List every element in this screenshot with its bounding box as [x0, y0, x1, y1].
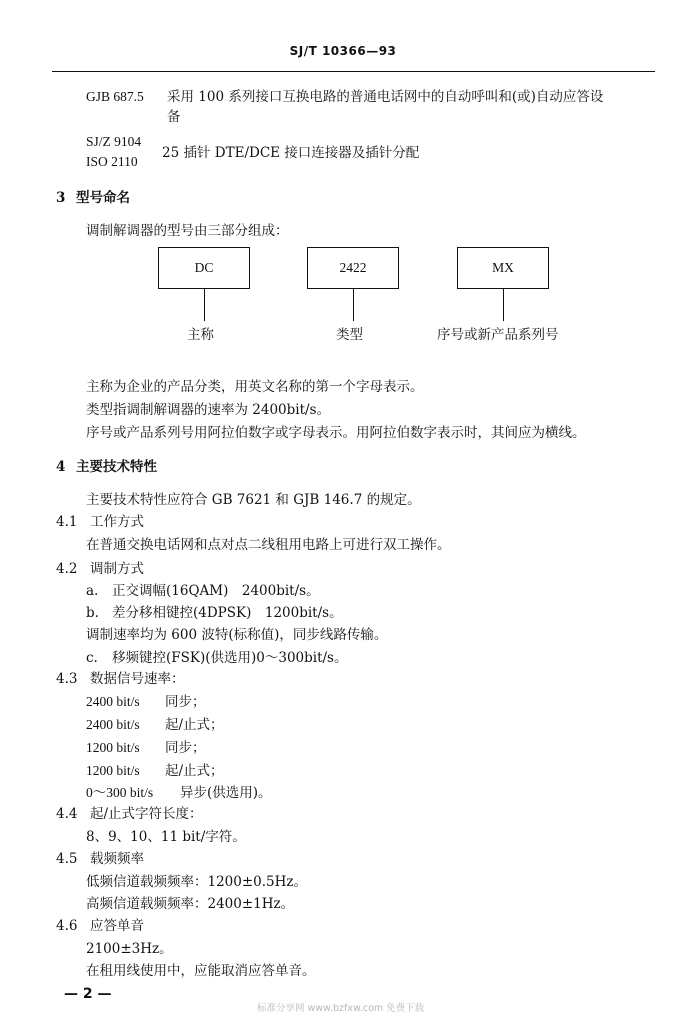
s4-2-number: 4.2 [56, 561, 78, 577]
model-box-dc: DC [158, 247, 250, 289]
rate-row-5-mode: 异步(供选用)。 [180, 785, 272, 801]
model-label-main: 主称 [187, 327, 214, 343]
ref-text-gjb-line2: 备 [167, 109, 181, 125]
section3-title: 型号命名 [76, 190, 130, 206]
model-box-type: 2422 [307, 247, 399, 289]
rate-row-3-mode: 同步； [165, 740, 206, 756]
s4-2-item-a-mark: a. [86, 583, 99, 599]
rate-row-1-mode: 同步； [165, 694, 206, 710]
s4-2-item-c-mark: c. [86, 650, 98, 666]
connector-line-3 [503, 289, 504, 321]
s4-6-title: 应答单音 [90, 918, 144, 934]
model-box-series: MX [457, 247, 549, 289]
s4-3-title: 数据信号速率： [90, 671, 185, 687]
s4-2-note: 调制速率均为 600 波特(标称值)，同步线路传输。 [86, 627, 388, 643]
ref-code-gjb: GJB 687.5 [86, 89, 144, 104]
model-label-series: 序号或新产品系列号 [437, 327, 559, 343]
ref-code-sjz: SJ/Z 9104 [86, 134, 142, 149]
s4-1-number: 4.1 [56, 514, 78, 530]
page-header: SJ/T 10366—93 [289, 44, 397, 58]
rate-row-2-mode: 起/止式； [165, 717, 224, 733]
s4-1-body: 在普通交换电话网和点对点二线租用电路上可进行双工操作。 [86, 537, 451, 553]
s4-2-item-a-text: 正交调幅(16QAM) 2400bit/s。 [112, 583, 320, 599]
s4-6-number: 4.6 [56, 918, 78, 934]
s4-2-title: 调制方式 [90, 561, 144, 577]
rate-row-4-mode: 起/止式； [165, 763, 224, 779]
rate-row-2-rate: 2400 bit/s [86, 717, 140, 732]
section4-number: 4 [56, 459, 66, 475]
s4-2-item-b-mark: b. [86, 605, 99, 621]
connector-line-2 [353, 289, 354, 321]
s4-4-number: 4.4 [56, 806, 78, 822]
rate-row-1-rate: 2400 bit/s [86, 694, 140, 709]
section3-note-1: 主称为企业的产品分类，用英文名称的第一个字母表示。 [86, 379, 424, 395]
section3-intro: 调制解调器的型号由三部分组成： [86, 223, 289, 239]
section4-title: 主要技术特性 [76, 459, 157, 475]
section3-note-2: 类型指调制解调器的速率为 2400bit/s。 [86, 402, 331, 418]
watermark: 标准分享网 www.bzfxw.com 免费下载 [257, 1003, 425, 1014]
s4-5-title: 载频频率 [90, 851, 144, 867]
ref-text-gjb-line1: 采用 100 系列接口互换电路的普通电话网中的自动呼叫和(或)自动应答设 [167, 89, 604, 105]
ref-code-iso: ISO 2110 [86, 154, 138, 169]
s4-5-low: 低频信道载频频率：1200±0.5Hz。 [86, 874, 308, 890]
section3-number: 3 [56, 190, 66, 206]
s4-2-item-b-text: 差分移相键控(4DPSK) 1200bit/s。 [112, 605, 343, 621]
model-label-type: 类型 [336, 327, 363, 343]
rate-row-4-rate: 1200 bit/s [86, 763, 140, 778]
s4-3-number: 4.3 [56, 671, 78, 687]
s4-4-title: 起/止式字符长度： [90, 806, 203, 822]
s4-2-item-c-text: 移频键控(FSK)(供选用)0～300bit/s。 [112, 650, 348, 666]
s4-5-high: 高频信道载频频率：2400±1Hz。 [86, 896, 295, 912]
connector-line-1 [204, 289, 205, 321]
s4-4-body: 8、9、10、11 bit/字符。 [86, 829, 246, 845]
section4-intro: 主要技术特性应符合 GB 7621 和 GJB 146.7 的规定。 [86, 492, 421, 508]
header-rule [52, 71, 655, 72]
s4-1-title: 工作方式 [90, 514, 144, 530]
ref-text-iso: 25 插针 DTE/DCE 接口连接器及插针分配 [162, 145, 420, 161]
section3-note-3: 序号或产品系列号用阿拉伯数字或字母表示。用阿拉伯数字表示时，其间应为横线。 [86, 425, 586, 441]
s4-6-value: 2100±3Hz。 [86, 941, 173, 957]
rate-row-5-rate: 0～300 bit/s [86, 785, 154, 800]
s4-6-note: 在租用线使用中，应能取消应答单音。 [86, 963, 316, 979]
s4-5-number: 4.5 [56, 851, 78, 867]
page-number: — 2 — [64, 986, 112, 1002]
rate-row-3-rate: 1200 bit/s [86, 740, 140, 755]
